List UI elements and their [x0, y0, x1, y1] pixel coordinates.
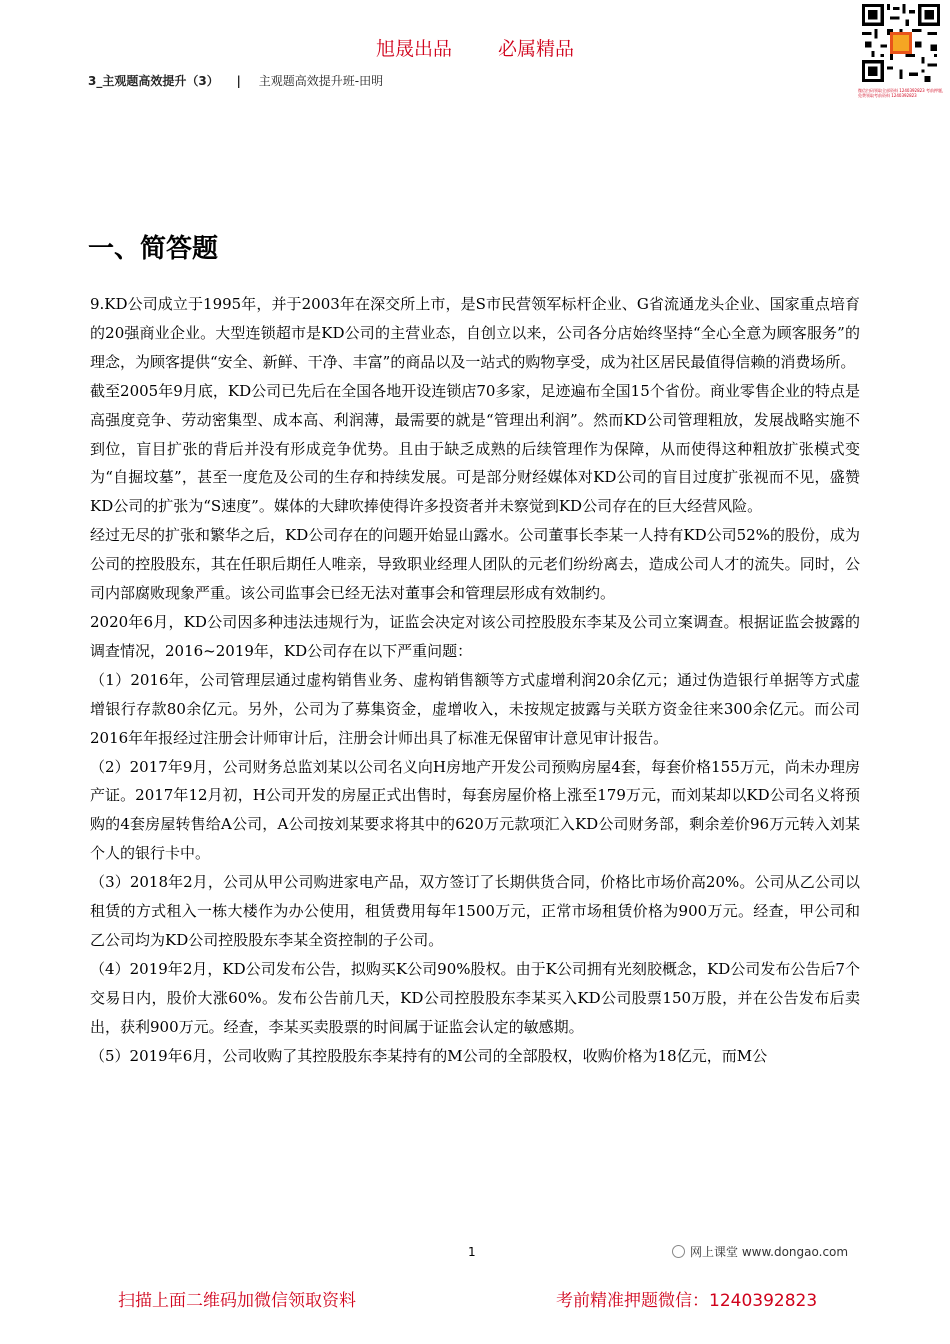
paragraph: 9.KD公司成立于1995年，并于2003年在深交所上市，是S市民营领军标杆企业、G省流通龙头企业、国家重点培育的20强商业企业。大型连锁超市是KD公司的主营业态，自创立以来，公司各分店始终坚持“全心全意为顾客服务”的理念，为顾客提供“安全、新鲜、干净、丰富”的商品以及一站式的购物享受，成为社区居民最值得信赖的消费场所。	[90, 295, 860, 371]
question-body	[90, 290, 860, 1070]
paragraph: （3）2018年2月，公司从甲公司购进家电产品，双方签订了长期供货合同，价格比市场价高20%。公司从乙公司以租赁的方式租入一栋大楼作为办公使用，租赁费用每年1500万元，正常市场租赁价格为900万元。经查，甲公司和乙公司均为KD公司控股股东李某全资控制的子公司。	[90, 873, 860, 949]
paragraph: （4）2019年2月，KD公司发布公告，拟购买K公司90%股权。由于K公司拥有光刻胶概念，KD公司发布公告后7个交易日内，股价大涨60%。发布公告前几天，KD公司控股股东李某买入KD公司股票150万股，并在公告发布后卖出，获利900万元。经查，李某买卖股票的时间属于证监会认定的敏感期。	[90, 959, 860, 1036]
site-footer	[672, 1243, 848, 1260]
teacher-label: 主观题高效提升班-田明	[258, 74, 384, 88]
paragraph: （2）2017年9月，公司财务总监刘某以公司名义向H房地产开发公司预购房屋4套，每套价格155万元，尚未办理房产证。2017年12月初，H公司开发的房屋正式出售时，每套房屋价格上涨至179万元，而刘某却以KD公司名义将预购的4套房屋转售给A公司，A公司按刘某要求将其中的620万元款项汇入KD公司财务部，剩余差价96万元转入刘某个人的银行卡中。	[90, 757, 860, 863]
paragraph: 截至2005年9月底，KD公司已先后在全国各地开设连锁店70多家，足迹遍布全国15个省份。商业零售企业的特点是高强度竞争、劳动密集型、成本高、利润薄，最需要的就是“管理出利润”。然而KD公司管理粗放，发展战略实施不到位，盲目扩张的背后并没有形成竞争优势。且由于缺乏成熟的后续管理作为保障，从而使得这种粗放扩张模式变为“自掘坟墓”，甚至一度危及公司的生存和持续发展。可是部分财经媒体对KD公司的盲目过度扩张视而不见，盛赞KD公司的扩张为“S速度”。媒体的大肆吹捧使得许多投资者并未察觉到KD公司存在的巨大经营风险。	[90, 381, 860, 516]
header-separator: |	[236, 74, 241, 88]
paragraph: （5）2019年6月，公司收购了其控股股东李某持有的M公司的全部股权，收购价格为18亿元，而M公	[90, 1046, 768, 1065]
qr-caption: 微信扫码领取全部资料 1240392823 考前押题，免费领取考前资料 1240392823	[858, 88, 946, 98]
qr-code-icon	[862, 4, 940, 82]
banner-right: 必属精品	[498, 38, 575, 60]
paragraph: 2020年6月，KD公司因多种违法违规行为，证监会决定对该公司控股股东李某及公司立案调查。根据证监会披露的调查情况，2016~2019年，KD公司存在以下严重问题：	[90, 612, 860, 660]
page-number: 1	[468, 1245, 476, 1259]
paragraph: 经过无尽的扩张和繁华之后，KD公司存在的问题开始显山露水。公司董事长李某一人持有KD公司52%的股份，成为公司的控股股东，其在任职后期任人唯亲，导致职业经理人团队的元老们纷纷离去，造成公司人才的流失。同时，公司内部腐败现象严重。该公司监事会已经无法对董事会和管理层形成有效制约。	[90, 526, 860, 603]
course-title: 3_主观题高效提升（3）	[88, 74, 219, 88]
footer-left-note: 扫描上面二维码加微信领取资料	[118, 1291, 356, 1311]
top-banner	[0, 34, 950, 61]
running-header	[88, 72, 383, 89]
paragraph: （1）2016年，公司管理层通过虚构销售业务、虚构销售额等方式虚增利润20余亿元；通过伪造银行单据等方式虚增银行存款80余亿元。另外，公司为了募集资金，虚增收入，未按规定披露与关联方资金往来300余亿元。而公司2016年年报经过注册会计师审计后，注册会计师出具了标准无保留审计意见审计报告。	[90, 670, 860, 747]
site-text: 网上课堂 www.dongao.com	[690, 1245, 849, 1259]
footer-right-note: 考前精准押题微信：1240392823	[556, 1291, 818, 1311]
banner-left: 旭晟出品	[375, 38, 452, 60]
dongao-logo-icon	[672, 1245, 685, 1258]
section-title: 一、简答题	[88, 234, 219, 264]
